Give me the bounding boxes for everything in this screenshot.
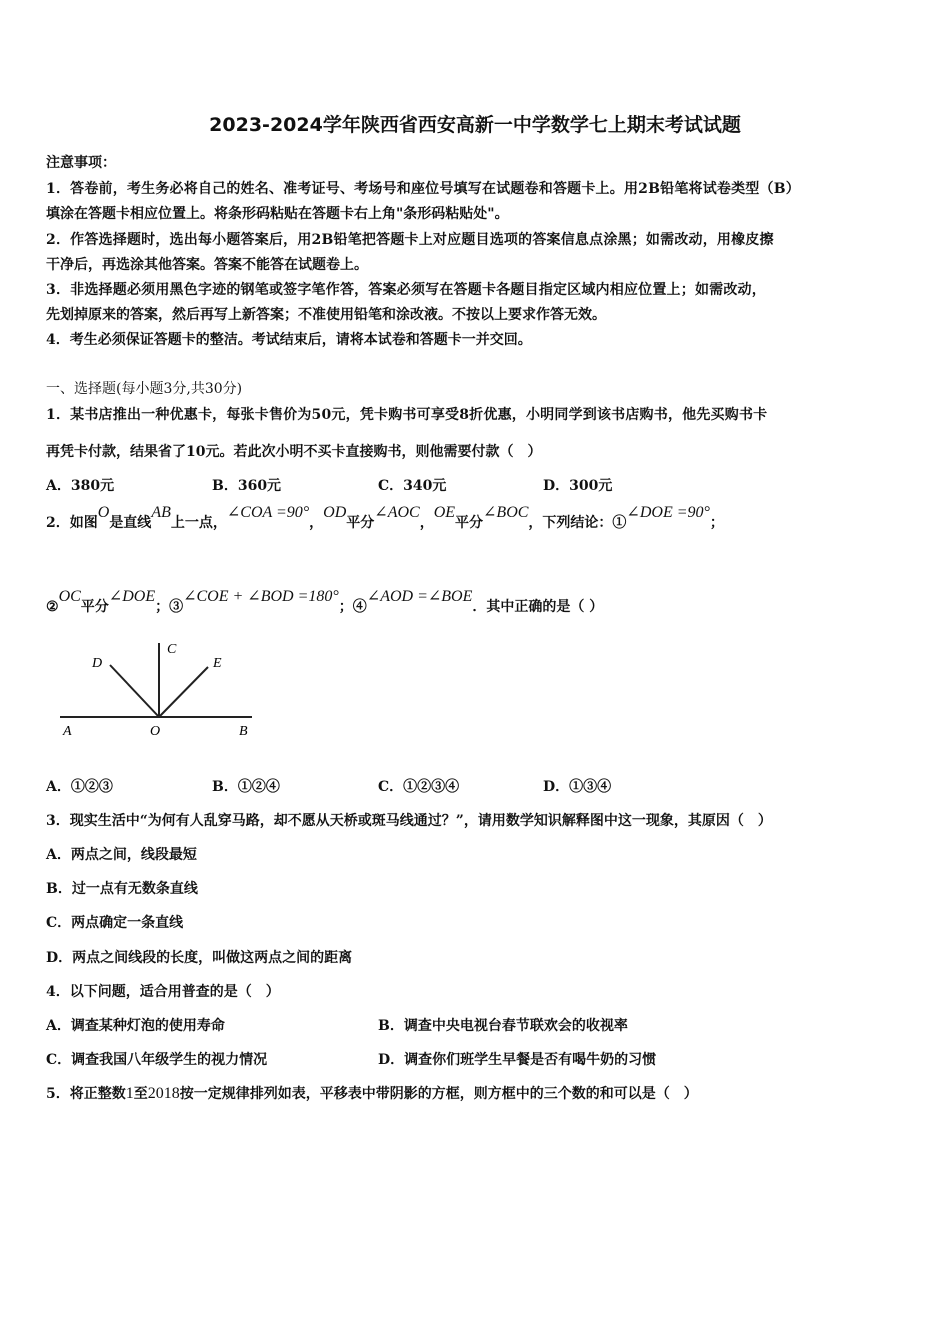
- text-run: 至: [133, 1086, 148, 1102]
- math-OE: OE: [433, 504, 456, 521]
- exam-title: 2023-2024学年陕西省西安高新一中学数学七上期末考试试题: [209, 114, 741, 136]
- math-O: O: [97, 504, 110, 521]
- text-run: ．其中正确的是（ ）: [472, 599, 604, 615]
- text-run: 上一点，: [170, 515, 227, 531]
- math-2018: 2018: [147, 1085, 180, 1102]
- question-2-line-1: [46, 504, 724, 532]
- q2-option-c: C．①②③④: [378, 779, 460, 795]
- q2-option-b: B．①②④: [212, 779, 280, 795]
- notice-line: 填涂在答题卡相应位置上。将条形码粘贴在答题卡右上角"条形码粘贴处"。: [46, 206, 509, 222]
- question-5-stem: [46, 1083, 698, 1103]
- question-1-line-1: 1．某书店推出一种优惠卡，每张卡售价为50元，凭卡购书可享受8折优惠，小明同学到该书店购书，他先买购书卡: [46, 407, 768, 423]
- question-2-line-2: [46, 588, 604, 616]
- text-run: ，: [309, 515, 324, 531]
- question-3-stem: 3．现实生活中“为何有人乱穿马路，却不愿从天桥或斑马线通过？”，请用数学知识解释图中这一现象，其原因（ ）: [46, 813, 772, 829]
- math-angle-boc: ∠BOC: [483, 504, 529, 521]
- notice-heading: 注意事项：: [46, 155, 116, 171]
- ray-oe: [159, 667, 208, 717]
- notice-line: 2．作答选择题时，选出每小题答案后，用2B铅笔把答题卡上对应题目选项的答案信息点涂黑；如需改动，用橡皮擦: [46, 232, 774, 248]
- text-run: 平分: [346, 515, 375, 531]
- label-a: A: [63, 724, 72, 739]
- text-run: ；: [709, 515, 724, 531]
- math-1: 1: [125, 1085, 134, 1102]
- q1-option-d: D．300元: [543, 478, 613, 494]
- geometry-figure: [55, 635, 265, 745]
- q1-option-b: B．360元: [212, 478, 282, 494]
- math-OC: OC: [58, 588, 81, 605]
- math-angle-doe: ∠DOE =90°: [626, 504, 710, 521]
- text-run: 5．将正整数: [46, 1086, 126, 1102]
- ray-od: [110, 665, 159, 717]
- notice-line: 3．非选择题必须用黑色字迹的钢笔或签字笔作答，答案必须写在答题卡各题目指定区域内相应位置上；如需改动，: [46, 282, 766, 298]
- math-angle-aoc: ∠AOC: [374, 504, 420, 521]
- notice-line: 4．考生必须保证答题卡的整洁。考试结束后，请将本试卷和答题卡一并交回。: [46, 332, 532, 348]
- math-angle-doe: ∠DOE: [108, 588, 156, 605]
- math-angle-sum: ∠COE + ∠BOD =180°: [183, 588, 339, 605]
- text-run: 平分: [80, 599, 109, 615]
- q1-option-a: A．380元: [46, 478, 115, 494]
- notice-line: 1．答卷前，考生务必将自己的姓名、准考证号、考场号和座位号填写在试题卷和答题卡上。用2B铅笔将试卷类型（B）: [46, 181, 800, 197]
- text-run: ，: [419, 515, 434, 531]
- label-b: B: [239, 724, 248, 739]
- label-d: D: [92, 656, 103, 671]
- q4-option-b: B．调查中央电视台春节联欢会的收视率: [378, 1018, 628, 1034]
- q4-option-a: A．调查某种灯泡的使用寿命: [46, 1018, 225, 1034]
- question-1-line-2: 再凭卡付款，结果省了10元。若此次小明不买卡直接购书，则他需要付款（ ）: [46, 444, 542, 460]
- math-angle-equal: ∠AOD =∠BOE: [366, 588, 473, 605]
- math-OD: OD: [323, 504, 347, 521]
- q4-option-d: D．调查你们班学生早餐是否有喝牛奶的习惯: [378, 1052, 657, 1068]
- text-run: ；④: [338, 599, 367, 615]
- q2-option-a: A．①②③: [46, 779, 113, 795]
- text-run: 2．如图: [46, 515, 98, 531]
- section-heading: 一、选择题(每小题3分,共30分): [46, 381, 243, 397]
- text-run: 是直线: [109, 515, 152, 531]
- math-angle-coa: ∠COA =90°: [226, 504, 310, 521]
- text-run: ②: [46, 599, 59, 615]
- text-run: 按一定规律排列如表，平移表中带阴影的方框，则方框中的三个数的和可以是（ ）: [179, 1086, 698, 1102]
- question-4-stem: 4．以下问题，适合用普查的是（ ）: [46, 984, 280, 1000]
- q3-option-c: C．两点确定一条直线: [46, 915, 184, 931]
- q3-option-d: D．两点之间线段的长度，叫做这两点之间的距离: [46, 950, 353, 966]
- label-c: C: [167, 642, 177, 657]
- q3-option-b: B．过一点有无数条直线: [46, 881, 198, 897]
- label-o: O: [150, 724, 161, 739]
- text-run: ；③: [155, 599, 184, 615]
- text-run: 平分: [455, 515, 484, 531]
- math-AB: AB: [151, 504, 171, 521]
- q2-option-d: D．①③④: [543, 779, 612, 795]
- label-e: E: [213, 656, 222, 671]
- q3-option-a: A．两点之间，线段最短: [46, 847, 197, 863]
- notice-line: 先划掉原来的答案，然后再写上新答案；不准使用铅笔和涂改液。不按以上要求作答无效。: [46, 307, 606, 323]
- text-run: ，下列结论：①: [528, 515, 627, 531]
- q1-option-c: C．340元: [378, 478, 447, 494]
- notice-line: 干净后，再选涂其他答案。答案不能答在试题卷上。: [46, 257, 368, 273]
- q4-option-c: C．调查我国八年级学生的视力情况: [46, 1052, 268, 1068]
